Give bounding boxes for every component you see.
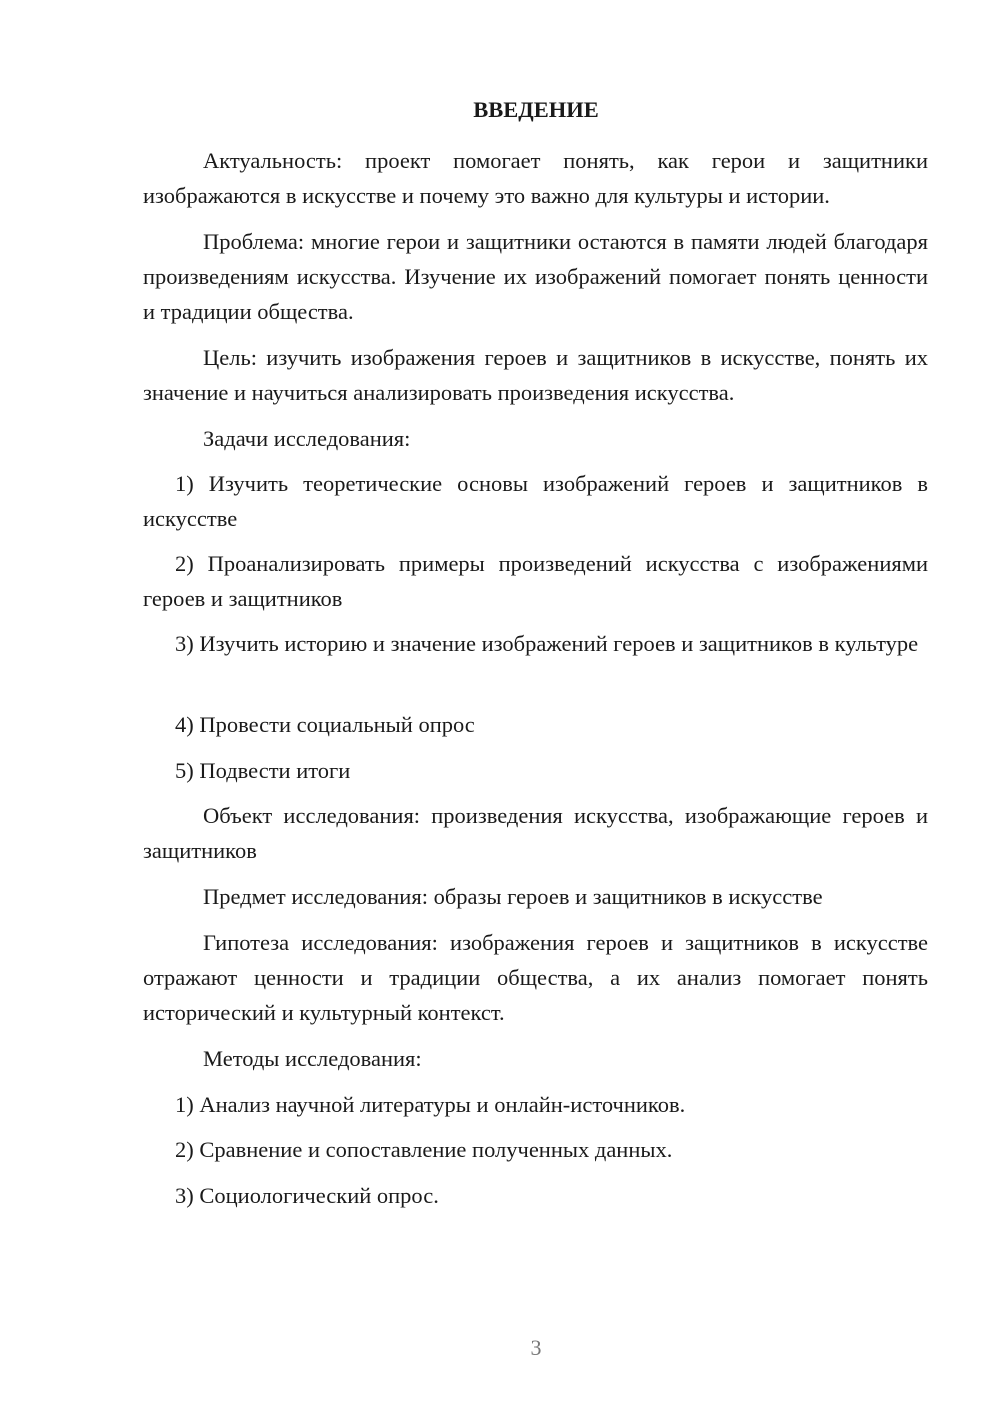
- hypothesis-paragraph: Гипотеза исследования: изображения героев и защитников в искусстве отражают ценности и традиции общества, а их анализ помогает понять исторический и культурный контекст.: [143, 930, 928, 1025]
- task-item-4: 4) Провести социальный опрос: [175, 712, 475, 737]
- goal-paragraph: Цель: изучить изображения героев и защитников в искусстве, понять их значение и научиться анализировать произведения искусства.: [143, 345, 928, 405]
- tasks-title: Задачи исследования:: [203, 426, 411, 451]
- object-paragraph: Объект исследования: произведения искусства, изображающие героев и защитников: [143, 803, 928, 863]
- method-item-3: 3) Социологический опрос.: [175, 1183, 439, 1208]
- page-number: 3: [530, 1335, 542, 1360]
- methods-title: Методы исследования:: [203, 1046, 422, 1071]
- method-item-1: 1) Анализ научной литературы и онлайн-источников.: [175, 1092, 686, 1117]
- subject-paragraph: Предмет исследования: образы героев и защитников в искусстве: [203, 884, 823, 909]
- task-item-2: 2) Проанализировать примеры произведений искусства с изображениями героев и защитников: [143, 551, 928, 611]
- task-item-5: 5) Подвести итоги: [175, 758, 351, 783]
- method-item-2: 2) Сравнение и сопоставление полученных данных.: [175, 1137, 673, 1162]
- task-item-1: 1) Изучить теоретические основы изображений героев и защитников в искусстве: [143, 471, 928, 531]
- problem-paragraph: Проблема: многие герои и защитники остаются в памяти людей благодаря произведениям искусства. Изучение их изображений помогает понять ценности и традиции общества.: [143, 229, 928, 324]
- task-item-3: 3) Изучить историю и значение изображений героев и защитников в культуре: [175, 631, 919, 656]
- page-heading: ВВЕДЕНИЕ: [473, 97, 599, 122]
- relevance-paragraph: Актуальность: проект помогает понять, как герои и защитники изображаются в искусстве и почему это важно для культуры и истории.: [143, 148, 928, 208]
